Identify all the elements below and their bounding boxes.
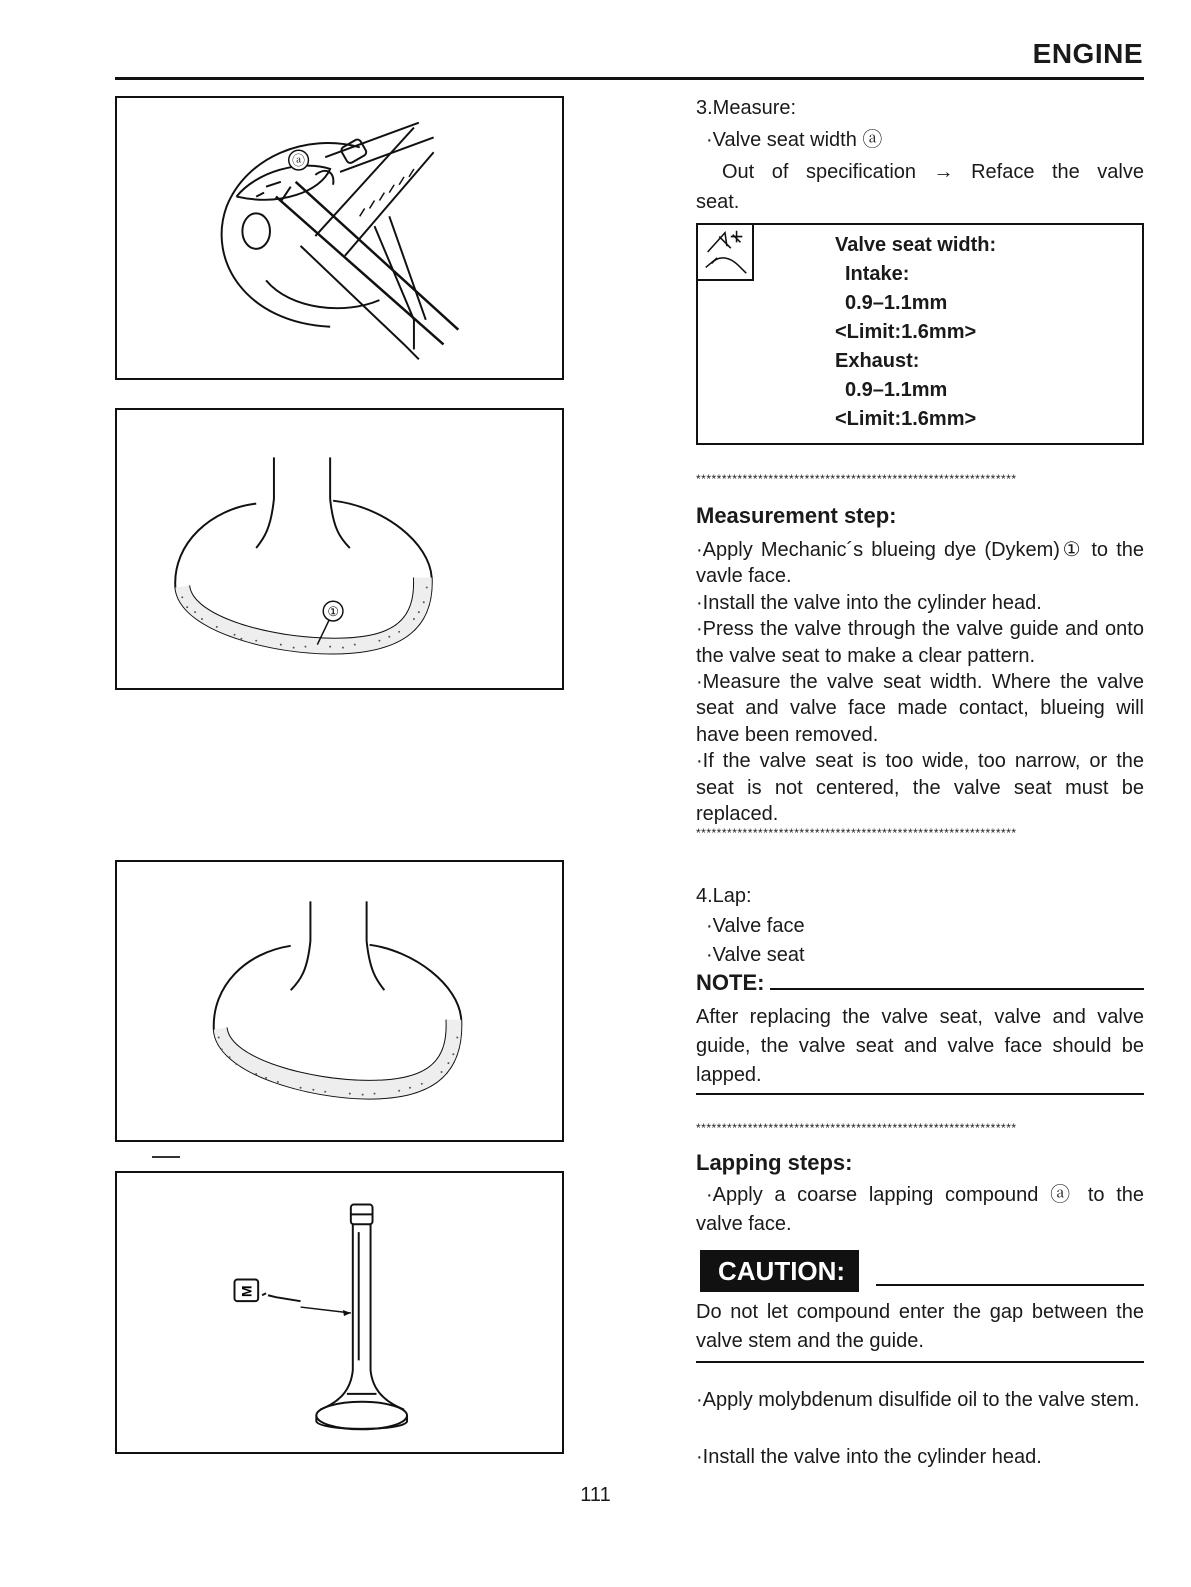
- asterisk-divider-3: **************************************************************: [696, 1121, 1017, 1135]
- measure-action-line1: Out of specification → Reface the valve: [722, 161, 1144, 183]
- spec-intake-value: 0.9–1.1mm: [845, 292, 948, 314]
- lapping-step-1: ·Apply a coarse lapping compound ⓐ to the valve face.: [696, 1184, 1144, 1235]
- asterisk-divider-1: **************************************************************: [696, 472, 1017, 486]
- measure-heading: 3.Measure:: [696, 97, 797, 119]
- spec-exhaust-limit: <Limit:1.6mm>: [835, 408, 977, 430]
- lap-item-valve-seat: ·Valve seat: [706, 944, 805, 966]
- spec-caliper-icon: [698, 225, 754, 281]
- measure-action-line2: seat.: [696, 191, 740, 213]
- measurement-step-list: [696, 537, 1144, 827]
- asterisk-divider-2: **************************************************************: [696, 826, 1017, 840]
- note-rule-bottom: [696, 1093, 1144, 1095]
- lap-heading: 4.Lap:: [696, 885, 752, 907]
- figure-caliper-measurement: [115, 96, 564, 380]
- spec-exhaust-value: 0.9–1.1mm: [845, 379, 948, 401]
- spec-intake-label: Intake:: [845, 263, 910, 285]
- measure-item: ·Valve seat width ⓐ: [706, 129, 883, 151]
- measurement-step-heading: Measurement step:: [696, 503, 897, 528]
- figure-valve-oil: [115, 1171, 564, 1454]
- callout-1-label: ①: [327, 604, 339, 620]
- caution-rule-bottom: [696, 1361, 1144, 1363]
- measurement-step-5: ·If the valve seat is too wide, too narrow, or the seat is not centered, the valve seat must be replaced.: [696, 750, 1144, 826]
- figure-valve-lapped: [115, 860, 564, 1142]
- page-number: 111: [580, 1484, 611, 1506]
- spec-intake-limit: <Limit:1.6mm>: [835, 321, 977, 343]
- divider-mark: [152, 1156, 180, 1158]
- note-label: NOTE:: [696, 970, 765, 995]
- valve-dye-illustration: [117, 410, 562, 688]
- measurement-step-4: ·Measure the valve seat width. Where the valve seat and valve face made contact, blueing will have been removed.: [696, 671, 1144, 746]
- measurement-step-1: ·Apply Mechanic´s blueing dye (Dykem)① to the vavle face.: [696, 539, 1144, 588]
- spec-box-valve-seat-width: [696, 223, 1144, 445]
- note-text: After replacing the valve seat, valve and valve guide, the valve seat and valve face should be lapped.: [696, 1006, 1144, 1086]
- lapping-step-3: ·Install the valve into the cylinder head.: [696, 1446, 1042, 1468]
- lap-item-valve-face: ·Valve face: [706, 915, 805, 937]
- figure-valve-dye: [115, 408, 564, 690]
- caution-text: Do not let compound enter the gap between the valve stem and the guide.: [696, 1301, 1144, 1352]
- valve-lapped-illustration: [117, 862, 562, 1140]
- spec-exhaust-label: Exhaust:: [835, 350, 920, 372]
- lapping-step-2: ·Apply molybdenum disulfide oil to the valve stem.: [696, 1389, 1140, 1411]
- valve-oil-illustration: [117, 1173, 562, 1452]
- callout-a-label: ⓐ: [292, 153, 305, 169]
- moly-oil-symbol-label: M: [239, 1285, 255, 1298]
- lapping-steps-heading: Lapping steps:: [696, 1150, 853, 1175]
- note-rule-top: [770, 988, 1144, 990]
- caution-rule-top: [876, 1284, 1144, 1286]
- measurement-step-3: ·Press the valve through the valve guide and onto the valve seat to make a clear pattern.: [696, 618, 1144, 667]
- measurement-step-2: ·Install the valve into the cylinder head.: [696, 591, 1042, 614]
- caution-badge: CAUTION:: [700, 1250, 859, 1292]
- spec-title: Valve seat width:: [835, 234, 997, 256]
- page-header-title: ENGINE: [1032, 38, 1143, 69]
- caliper-illustration: [117, 98, 562, 378]
- header-rule: [115, 77, 1144, 80]
